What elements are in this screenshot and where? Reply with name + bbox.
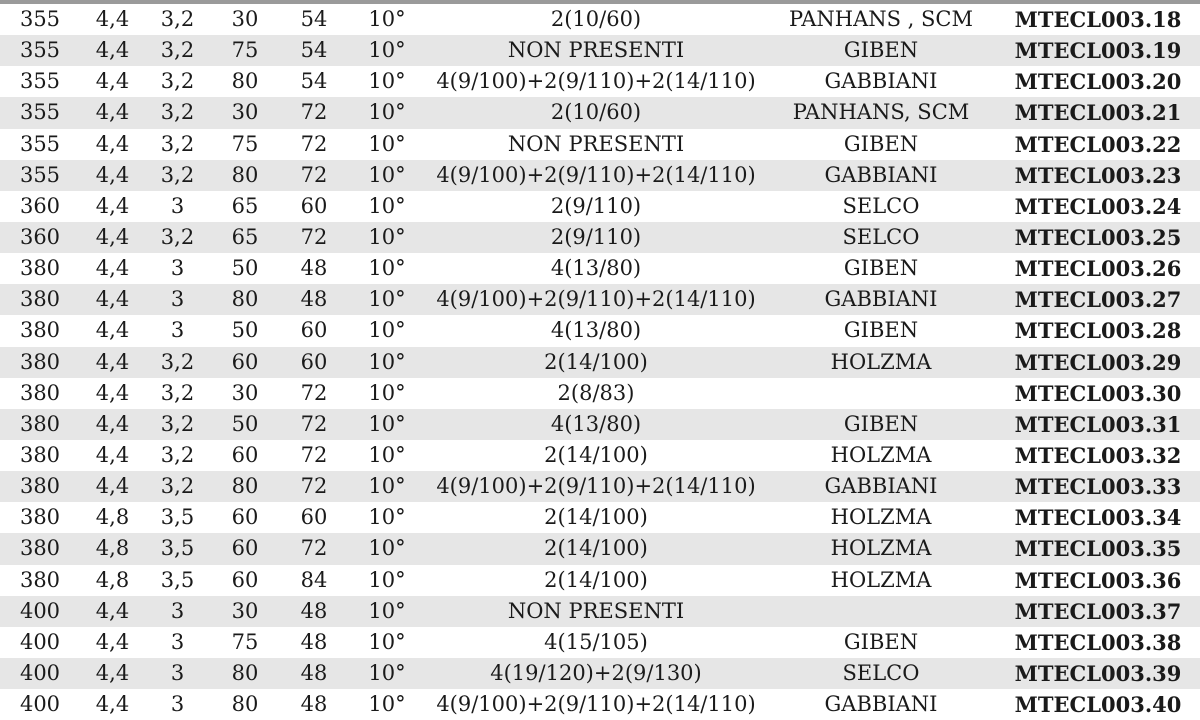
kerf-width-cell: 4,4 bbox=[95, 318, 130, 343]
plate-thickness-cell: 3,5 bbox=[160, 505, 195, 530]
machine-brand-cell: GIBEN bbox=[843, 256, 919, 281]
angle-cell: 10° bbox=[368, 69, 406, 94]
pin-holes-cell: 4(9/100)+2(9/110)+2(14/110) bbox=[426, 471, 766, 502]
product-code-cell: MTECL003.18 bbox=[1014, 7, 1182, 33]
teeth-count-cell: 72 bbox=[300, 131, 328, 156]
pin-holes-cell: 2(14/100) bbox=[426, 533, 766, 564]
kerf-width-cell: 4,4 bbox=[80, 658, 145, 689]
product-code-cell: MTECL003.29 bbox=[996, 347, 1200, 378]
plate-thickness-cell: 3 bbox=[170, 256, 185, 281]
machine-brand-cell: HOLZMA bbox=[830, 443, 932, 468]
pin-holes-cell: 2(14/100) bbox=[426, 347, 766, 378]
angle-cell: 10° bbox=[368, 131, 406, 156]
machine-brand-cell: GABBIANI bbox=[766, 471, 996, 502]
angle-cell: 10° bbox=[348, 596, 426, 627]
diameter-cell: 355 bbox=[0, 35, 80, 66]
diameter-cell: 400 bbox=[19, 692, 61, 717]
table-row bbox=[0, 440, 1200, 471]
plate-thickness-cell: 3,5 bbox=[145, 533, 210, 564]
teeth-count-cell: 48 bbox=[280, 596, 348, 627]
product-code-cell: MTECL003.33 bbox=[996, 471, 1200, 502]
plate-thickness-cell: 3,2 bbox=[145, 409, 210, 440]
pin-holes-cell: 2(10/60) bbox=[426, 97, 766, 128]
diameter-cell: 355 bbox=[19, 7, 61, 32]
diameter-cell: 380 bbox=[0, 471, 80, 502]
bore-cell: 80 bbox=[210, 284, 280, 315]
product-code-cell: MTECL003.30 bbox=[1014, 380, 1182, 406]
pin-holes-cell: 2(14/100) bbox=[544, 567, 648, 592]
machine-brand-cell: GIBEN bbox=[843, 318, 919, 343]
product-code-cell: MTECL003.24 bbox=[1014, 193, 1182, 219]
diameter-cell: 355 bbox=[19, 69, 61, 94]
teeth-count-cell: 60 bbox=[300, 193, 328, 218]
diameter-cell: 380 bbox=[0, 347, 80, 378]
plate-thickness-cell: 3,2 bbox=[160, 443, 195, 468]
table-row bbox=[0, 689, 1200, 720]
pin-holes-cell: 4(13/80) bbox=[550, 318, 642, 343]
teeth-count-cell: 60 bbox=[300, 505, 328, 530]
teeth-count-cell: 72 bbox=[300, 380, 328, 405]
product-code-cell: MTECL003.34 bbox=[1014, 505, 1182, 531]
kerf-width-cell: 4,4 bbox=[95, 629, 130, 654]
kerf-width-cell: 4,4 bbox=[80, 160, 145, 191]
product-code-cell: MTECL003.21 bbox=[996, 97, 1200, 128]
teeth-count-cell: 72 bbox=[300, 443, 328, 468]
diameter-cell: 355 bbox=[19, 131, 61, 156]
teeth-count-cell: 72 bbox=[280, 97, 348, 128]
pin-holes-cell: NON PRESENTI bbox=[507, 131, 685, 156]
table-row bbox=[0, 658, 1200, 689]
machine-brand-cell bbox=[766, 596, 996, 627]
diameter-cell: 380 bbox=[19, 256, 61, 281]
product-code-cell: MTECL003.23 bbox=[996, 160, 1200, 191]
table-row bbox=[0, 97, 1200, 128]
angle-cell: 10° bbox=[368, 7, 406, 32]
bore-cell: 60 bbox=[210, 533, 280, 564]
diameter-cell: 360 bbox=[19, 193, 61, 218]
product-code-cell: MTECL003.37 bbox=[996, 596, 1200, 627]
diameter-cell: 380 bbox=[19, 505, 61, 530]
teeth-count-cell: 54 bbox=[280, 35, 348, 66]
machine-brand-cell: SELCO bbox=[842, 193, 920, 218]
kerf-width-cell: 4,8 bbox=[80, 533, 145, 564]
teeth-count-cell: 54 bbox=[300, 7, 328, 32]
teeth-count-cell: 72 bbox=[280, 409, 348, 440]
pin-holes-cell: 4(19/120)+2(9/130) bbox=[426, 658, 766, 689]
bore-cell: 80 bbox=[210, 471, 280, 502]
kerf-width-cell: 4,4 bbox=[80, 596, 145, 627]
bore-cell: 50 bbox=[231, 256, 259, 281]
table-row bbox=[0, 253, 1200, 284]
bore-cell: 50 bbox=[231, 318, 259, 343]
pin-holes-cell: 2(8/83) bbox=[557, 380, 635, 405]
kerf-width-cell: 4,4 bbox=[80, 97, 145, 128]
pin-holes-cell: NON PRESENTI bbox=[426, 596, 766, 627]
bore-cell: 75 bbox=[231, 131, 259, 156]
table-row bbox=[0, 409, 1200, 440]
plate-thickness-cell: 3,2 bbox=[160, 380, 195, 405]
product-code-cell: MTECL003.39 bbox=[996, 658, 1200, 689]
teeth-count-cell: 48 bbox=[280, 284, 348, 315]
table-row bbox=[0, 4, 1200, 35]
machine-brand-cell: HOLZMA bbox=[830, 505, 932, 530]
product-code-cell: MTECL003.35 bbox=[996, 533, 1200, 564]
table-row bbox=[0, 191, 1200, 222]
pin-holes-cell: 4(9/100)+2(9/110)+2(14/110) bbox=[436, 692, 756, 717]
teeth-count-cell: 72 bbox=[280, 160, 348, 191]
kerf-width-cell: 4,4 bbox=[80, 222, 145, 253]
table-row bbox=[0, 315, 1200, 346]
plate-thickness-cell: 3,2 bbox=[160, 7, 195, 32]
machine-brand-cell: SELCO bbox=[766, 222, 996, 253]
product-code-cell: MTECL003.32 bbox=[1014, 443, 1182, 469]
bore-cell: 60 bbox=[231, 443, 259, 468]
plate-thickness-cell: 3 bbox=[170, 193, 185, 218]
bore-cell: 30 bbox=[210, 596, 280, 627]
bore-cell: 75 bbox=[210, 35, 280, 66]
angle-cell: 10° bbox=[368, 567, 406, 592]
plate-thickness-cell: 3,2 bbox=[145, 97, 210, 128]
teeth-count-cell: 48 bbox=[300, 692, 328, 717]
angle-cell: 10° bbox=[368, 256, 406, 281]
bore-cell: 80 bbox=[210, 160, 280, 191]
pin-holes-cell: 2(14/100) bbox=[544, 443, 648, 468]
kerf-width-cell: 4,4 bbox=[80, 409, 145, 440]
machine-brand-cell: GABBIANI bbox=[824, 69, 938, 94]
diameter-cell: 380 bbox=[19, 318, 61, 343]
pin-holes-cell: 2(14/100) bbox=[544, 505, 648, 530]
bore-cell: 65 bbox=[231, 193, 259, 218]
kerf-width-cell: 4,8 bbox=[95, 567, 130, 592]
table-row bbox=[0, 66, 1200, 97]
plate-thickness-cell: 3,2 bbox=[160, 131, 195, 156]
product-code-cell: MTECL003.25 bbox=[996, 222, 1200, 253]
kerf-width-cell: 4,4 bbox=[95, 131, 130, 156]
angle-cell: 10° bbox=[348, 409, 426, 440]
teeth-count-cell: 72 bbox=[280, 222, 348, 253]
table-row bbox=[0, 129, 1200, 160]
table-row bbox=[0, 565, 1200, 596]
product-code-cell: MTECL003.36 bbox=[1014, 567, 1182, 593]
angle-cell: 10° bbox=[368, 443, 406, 468]
bore-cell: 75 bbox=[231, 629, 259, 654]
product-code-cell: MTECL003.38 bbox=[1014, 629, 1182, 655]
diameter-cell: 380 bbox=[0, 284, 80, 315]
kerf-width-cell: 4,8 bbox=[95, 505, 130, 530]
bore-cell: 30 bbox=[231, 7, 259, 32]
diameter-cell: 355 bbox=[0, 97, 80, 128]
plate-thickness-cell: 3 bbox=[170, 692, 185, 717]
bore-cell: 60 bbox=[210, 347, 280, 378]
plate-thickness-cell: 3 bbox=[145, 658, 210, 689]
teeth-count-cell: 72 bbox=[280, 533, 348, 564]
machine-brand-cell: HOLZMA bbox=[766, 533, 996, 564]
angle-cell: 10° bbox=[348, 658, 426, 689]
plate-thickness-cell: 3 bbox=[145, 596, 210, 627]
machine-brand-cell bbox=[766, 378, 996, 409]
machine-brand-cell: PANHANS , SCM bbox=[789, 7, 973, 32]
angle-cell: 10° bbox=[348, 533, 426, 564]
product-code-cell: MTECL003.20 bbox=[1014, 69, 1182, 95]
plate-thickness-cell: 3,2 bbox=[145, 471, 210, 502]
table-row bbox=[0, 596, 1200, 627]
angle-cell: 10° bbox=[368, 505, 406, 530]
angle-cell: 10° bbox=[368, 629, 406, 654]
table-row bbox=[0, 627, 1200, 658]
plate-thickness-cell: 3,2 bbox=[160, 69, 195, 94]
machine-brand-cell: HOLZMA bbox=[830, 567, 932, 592]
table-row bbox=[0, 35, 1200, 66]
plate-thickness-cell: 3,2 bbox=[145, 35, 210, 66]
bore-cell: 80 bbox=[231, 692, 259, 717]
bore-cell: 30 bbox=[210, 97, 280, 128]
angle-cell: 10° bbox=[368, 380, 406, 405]
angle-cell: 10° bbox=[368, 318, 406, 343]
plate-thickness-cell: 3,5 bbox=[160, 567, 195, 592]
plate-thickness-cell: 3,2 bbox=[145, 160, 210, 191]
machine-brand-cell: GIBEN bbox=[843, 629, 919, 654]
pin-holes-cell: 4(9/100)+2(9/110)+2(14/110) bbox=[436, 69, 756, 94]
bore-cell: 80 bbox=[231, 69, 259, 94]
kerf-width-cell: 4,4 bbox=[80, 35, 145, 66]
machine-brand-cell: GIBEN bbox=[843, 131, 919, 156]
machine-brand-cell: PANHANS, SCM bbox=[766, 97, 996, 128]
plate-thickness-cell: 3 bbox=[170, 629, 185, 654]
angle-cell: 10° bbox=[348, 284, 426, 315]
diameter-cell: 380 bbox=[19, 443, 61, 468]
machine-brand-cell: GIBEN bbox=[766, 35, 996, 66]
diameter-cell: 400 bbox=[19, 629, 61, 654]
teeth-count-cell: 84 bbox=[300, 567, 328, 592]
angle-cell: 10° bbox=[348, 471, 426, 502]
plate-thickness-cell: 3 bbox=[145, 284, 210, 315]
machine-brand-cell: HOLZMA bbox=[766, 347, 996, 378]
table-row bbox=[0, 533, 1200, 564]
pin-holes-cell: 4(9/100)+2(9/110)+2(14/110) bbox=[426, 160, 766, 191]
table-row bbox=[0, 284, 1200, 315]
table-row bbox=[0, 347, 1200, 378]
bore-cell: 30 bbox=[231, 380, 259, 405]
bore-cell: 60 bbox=[231, 505, 259, 530]
machine-brand-cell: GABBIANI bbox=[824, 692, 938, 717]
diameter-cell: 380 bbox=[0, 409, 80, 440]
pin-holes-cell: NON PRESENTI bbox=[426, 35, 766, 66]
kerf-width-cell: 4,4 bbox=[95, 692, 130, 717]
machine-brand-cell: GABBIANI bbox=[766, 284, 996, 315]
teeth-count-cell: 72 bbox=[280, 471, 348, 502]
kerf-width-cell: 4,4 bbox=[95, 193, 130, 218]
product-code-cell: MTECL003.26 bbox=[1014, 256, 1182, 282]
kerf-width-cell: 4,4 bbox=[80, 471, 145, 502]
kerf-width-cell: 4,4 bbox=[80, 284, 145, 315]
product-code-cell: MTECL003.19 bbox=[996, 35, 1200, 66]
kerf-width-cell: 4,4 bbox=[95, 69, 130, 94]
machine-brand-cell: SELCO bbox=[766, 658, 996, 689]
machine-brand-cell: GABBIANI bbox=[766, 160, 996, 191]
angle-cell: 10° bbox=[348, 35, 426, 66]
bore-cell: 60 bbox=[231, 567, 259, 592]
table-row bbox=[0, 222, 1200, 253]
angle-cell: 10° bbox=[348, 160, 426, 191]
diameter-cell: 380 bbox=[19, 380, 61, 405]
pin-holes-cell: 2(9/110) bbox=[550, 193, 642, 218]
diameter-cell: 355 bbox=[0, 160, 80, 191]
plate-thickness-cell: 3 bbox=[170, 318, 185, 343]
product-code-cell: MTECL003.27 bbox=[996, 284, 1200, 315]
bore-cell: 65 bbox=[210, 222, 280, 253]
machine-brand-cell: GIBEN bbox=[766, 409, 996, 440]
pin-holes-cell: 4(13/80) bbox=[550, 256, 642, 281]
product-code-cell: MTECL003.31 bbox=[996, 409, 1200, 440]
pin-holes-cell: 2(9/110) bbox=[426, 222, 766, 253]
teeth-count-cell: 48 bbox=[300, 629, 328, 654]
kerf-width-cell: 4,4 bbox=[95, 443, 130, 468]
table-row bbox=[0, 502, 1200, 533]
bore-cell: 80 bbox=[210, 658, 280, 689]
kerf-width-cell: 4,4 bbox=[95, 380, 130, 405]
teeth-count-cell: 48 bbox=[280, 658, 348, 689]
product-code-cell: MTECL003.28 bbox=[1014, 318, 1182, 344]
table-row bbox=[0, 378, 1200, 409]
angle-cell: 10° bbox=[348, 347, 426, 378]
teeth-count-cell: 60 bbox=[280, 347, 348, 378]
kerf-width-cell: 4,4 bbox=[95, 256, 130, 281]
product-code-cell: MTECL003.22 bbox=[1014, 131, 1182, 157]
bore-cell: 50 bbox=[210, 409, 280, 440]
plate-thickness-cell: 3,2 bbox=[145, 222, 210, 253]
pin-holes-cell: 4(9/100)+2(9/110)+2(14/110) bbox=[426, 284, 766, 315]
teeth-count-cell: 54 bbox=[300, 69, 328, 94]
angle-cell: 10° bbox=[368, 692, 406, 717]
table-body bbox=[0, 4, 1200, 720]
product-code-cell: MTECL003.40 bbox=[1014, 692, 1182, 718]
kerf-width-cell: 4,4 bbox=[80, 347, 145, 378]
diameter-cell: 360 bbox=[0, 222, 80, 253]
product-table bbox=[0, 4, 1200, 720]
teeth-count-cell: 60 bbox=[300, 318, 328, 343]
diameter-cell: 380 bbox=[19, 567, 61, 592]
diameter-cell: 400 bbox=[0, 596, 80, 627]
table-row bbox=[0, 471, 1200, 502]
pin-holes-cell: 4(13/80) bbox=[426, 409, 766, 440]
table-row bbox=[0, 160, 1200, 191]
pin-holes-cell: 2(10/60) bbox=[550, 7, 642, 32]
angle-cell: 10° bbox=[348, 222, 426, 253]
angle-cell: 10° bbox=[348, 97, 426, 128]
diameter-cell: 380 bbox=[0, 533, 80, 564]
kerf-width-cell: 4,4 bbox=[95, 7, 130, 32]
teeth-count-cell: 48 bbox=[300, 256, 328, 281]
pin-holes-cell: 4(15/105) bbox=[544, 629, 648, 654]
diameter-cell: 400 bbox=[0, 658, 80, 689]
plate-thickness-cell: 3,2 bbox=[145, 347, 210, 378]
angle-cell: 10° bbox=[368, 193, 406, 218]
